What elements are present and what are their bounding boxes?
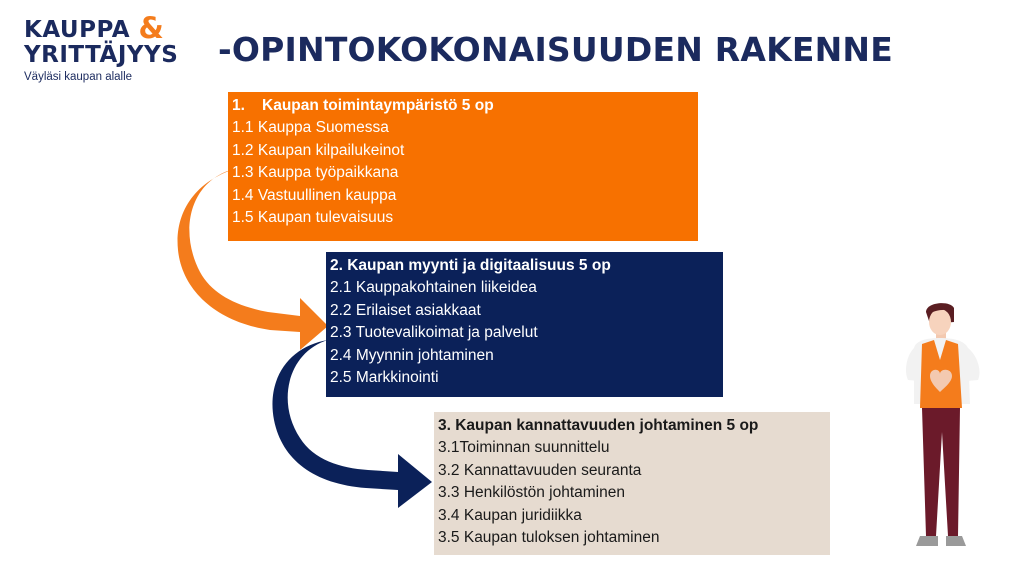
person-illustration — [900, 300, 1000, 550]
module-3-box — [434, 412, 830, 555]
list-item: 2.1 Kauppakohtainen liikeidea — [330, 279, 537, 296]
logo-word-yrittajyys: YRITTÄJYYS — [24, 42, 179, 68]
list-item: 2.5 Markkinointi — [330, 369, 439, 386]
logo-ampersand: & — [138, 11, 165, 45]
list-item: 3.3 Henkilöstön johtaminen — [438, 484, 625, 501]
module-1-title — [232, 95, 698, 117]
list-item: 1.2 Kaupan kilpailukeinot — [232, 141, 405, 159]
logo-word-kauppa: KAUPPA — [24, 17, 130, 43]
list-item: 1.4 Vastuullinen kauppa — [232, 186, 397, 204]
page-title: -OPINTOKOKONAISUUDEN RAKENNE — [218, 30, 893, 69]
module-2-box — [326, 252, 723, 397]
list-item: 1.5 Kaupan tulevaisuus — [232, 209, 394, 226]
list-item: 1.1 Kauppa Suomessa — [232, 119, 389, 136]
module-2-list — [330, 277, 723, 390]
module-1-title-text: Kaupan toimintaympäristö 5 op — [262, 97, 494, 114]
logo-tagline: Väyläsi kaupan alalle — [24, 71, 133, 83]
module-1-box — [228, 92, 698, 241]
module-1-number: 1. — [232, 97, 245, 114]
list-item: 2.4 Myynnin johtaminen — [330, 346, 494, 364]
list-item: 3.4 Kaupan juridiikka — [438, 506, 582, 524]
module-3-title: 3. Kaupan kannattavuuden johtaminen 5 op — [438, 417, 759, 434]
module-2-title: 2. Kaupan myynti ja digitaalisuus 5 op — [330, 257, 611, 274]
list-item: 3.1Toiminnan suunnittelu — [438, 439, 610, 456]
module-1-list — [232, 117, 698, 230]
list-item: 1.3 Kauppa työpaikkana — [232, 164, 399, 181]
list-item: 2.2 Erilaiset asiakkaat — [330, 301, 481, 319]
list-item: 3.5 Kaupan tuloksen johtaminen — [438, 529, 660, 546]
list-item: 2.3 Tuotevalikoimat ja palvelut — [330, 324, 538, 341]
module-3-list — [438, 437, 830, 550]
list-item: 3.2 Kannattavuuden seuranta — [438, 461, 642, 479]
